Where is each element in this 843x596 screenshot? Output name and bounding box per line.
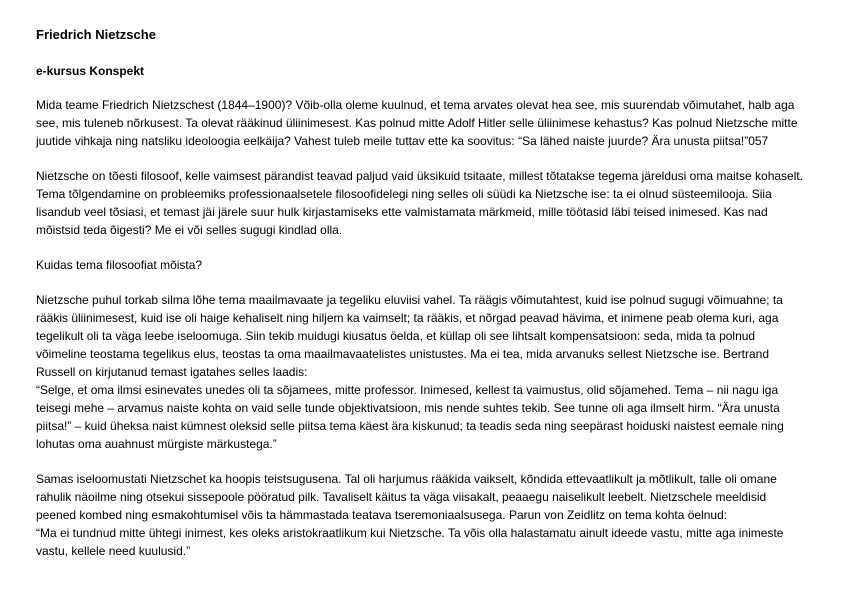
- paragraph-contradiction: Nietzsche puhul torkab silma lõhe tema maailmavaate ja tegeliku eluviisi vahel. Ta räägis võimutahtest, kuid ise polnud sugugi võimuahne; ta rääkis üliinimesest, kuid ise oli haige kehaliselt ning hiljem ka vaimselt; ta rääkis, et nõrgad peavad hävima, et inimene peab olema kuri, aga tegelikult oli ta väga leebe iseloomuga. Siin tekib muidugi kiusatus öelda, et küllap oli see lihtsalt kompensatsioon: seda, mida ta polnud võimeline teostama tegelikus elus, teostas ta oma maailmavaatelistes unistustes. Ma ei tea, mida arvanuks sellest Nietzsche ise. Bertrand Russell on kirjutanud temast igatahes selles laadis:: [36, 293, 783, 379]
- quote-zeidlitz: “Ma ei tundnud mitte ühtegi inimest, kes oleks aristokraatlikum kui Nietzsche. Ta võis olla halastamatu ainult ideede vastu, mitte aga inimeste vastu, kellele need kuulusid.”: [36, 526, 784, 558]
- quote-russell: “Selge, et oma ilmsi esinevates unedes oli ta sõjamees, mitte professor. Inimesed, kellest ta vaimustus, olid sõjamehed. Tema – nii nagu iga teisegi mehe – arvamus naiste kohta on vaid selle tunde objektivatsioon, mis nende suhtes tekib. See tunne oli aga ilmselt hirm. “Ära unusta piitsa!” – kuid üheksa naist kümnest oleksid selle piitsa tema käest ära kiskunud; ta teadis seda ning seepärast hoiduski naistest eemale ning lohutas oma auahnust mürgiste märkustega.”: [36, 383, 784, 451]
- document-title: Friedrich Nietzsche: [36, 27, 156, 42]
- section-question: Kuidas tema filosoofiat mõista?: [36, 258, 203, 272]
- document-subtitle: e-kursus Konspekt: [36, 64, 145, 78]
- paragraph-character: Samas iseloomustati Nietzschet ka hoopis teistsugusena. Tal oli harjumus rääkida vaikselt, kõndida ettevaatlikult ja mõtlikult, talle oli omane rahulik näoilme ning otsekui sissepoole pööratud pilk. Tavaliselt käitus ta väga viisakalt, peaaegu naiselikult leebelt. Nietzschele meeldisid peened kombed ning esmakohtumisel võis ta hämmastada teatava tseremoniaalsusega. Parun von Zeidlitz on tema kohta öelnud:: [36, 472, 777, 522]
- paragraph-intro: Mida teame Friedrich Nietzschest (1844–1900)? Võib-olla oleme kuulnud, et tema arvates olevat hea see, mis suurendab võimutahet, halb aga see, mis tuleneb nõrkusest. Ta olevat rääkinud üliinimesest. Kas polnud mitte Adolf Hitler selle üliinimese kehastus? Kas polnud Nietzsche mitte juutide vihkaja ning natsliku ideoloogia eelkäija? Vahest tuleb meile tuttav ette ka soovitus: “Sa lähed naiste juurde? Ära unusta piitsa!”057: [36, 98, 798, 148]
- paragraph-legacy: Nietzsche on tõesti filosoof, kelle vaimsest pärandist teavad paljud vaid üksikuid tsitaate, millest tõtatakse tegema järeldusi oma maitse kohaselt. Tema tõlgendamine on probleemiks professionaalsetele filosoofidelegi ning selles oli süüdi ka Nietzsche ise: ta ei olnud süsteemilooja. Siia lisandub veel tõsiasi, et temast jäi järele suur hulk kirjastamiseks ette valmistamata märkmeid, mille töötasid läbi teised inimesed. Kas nad mõistsid teda õigesti? Me ei või selles sugugi kindlad olla.: [36, 169, 804, 237]
